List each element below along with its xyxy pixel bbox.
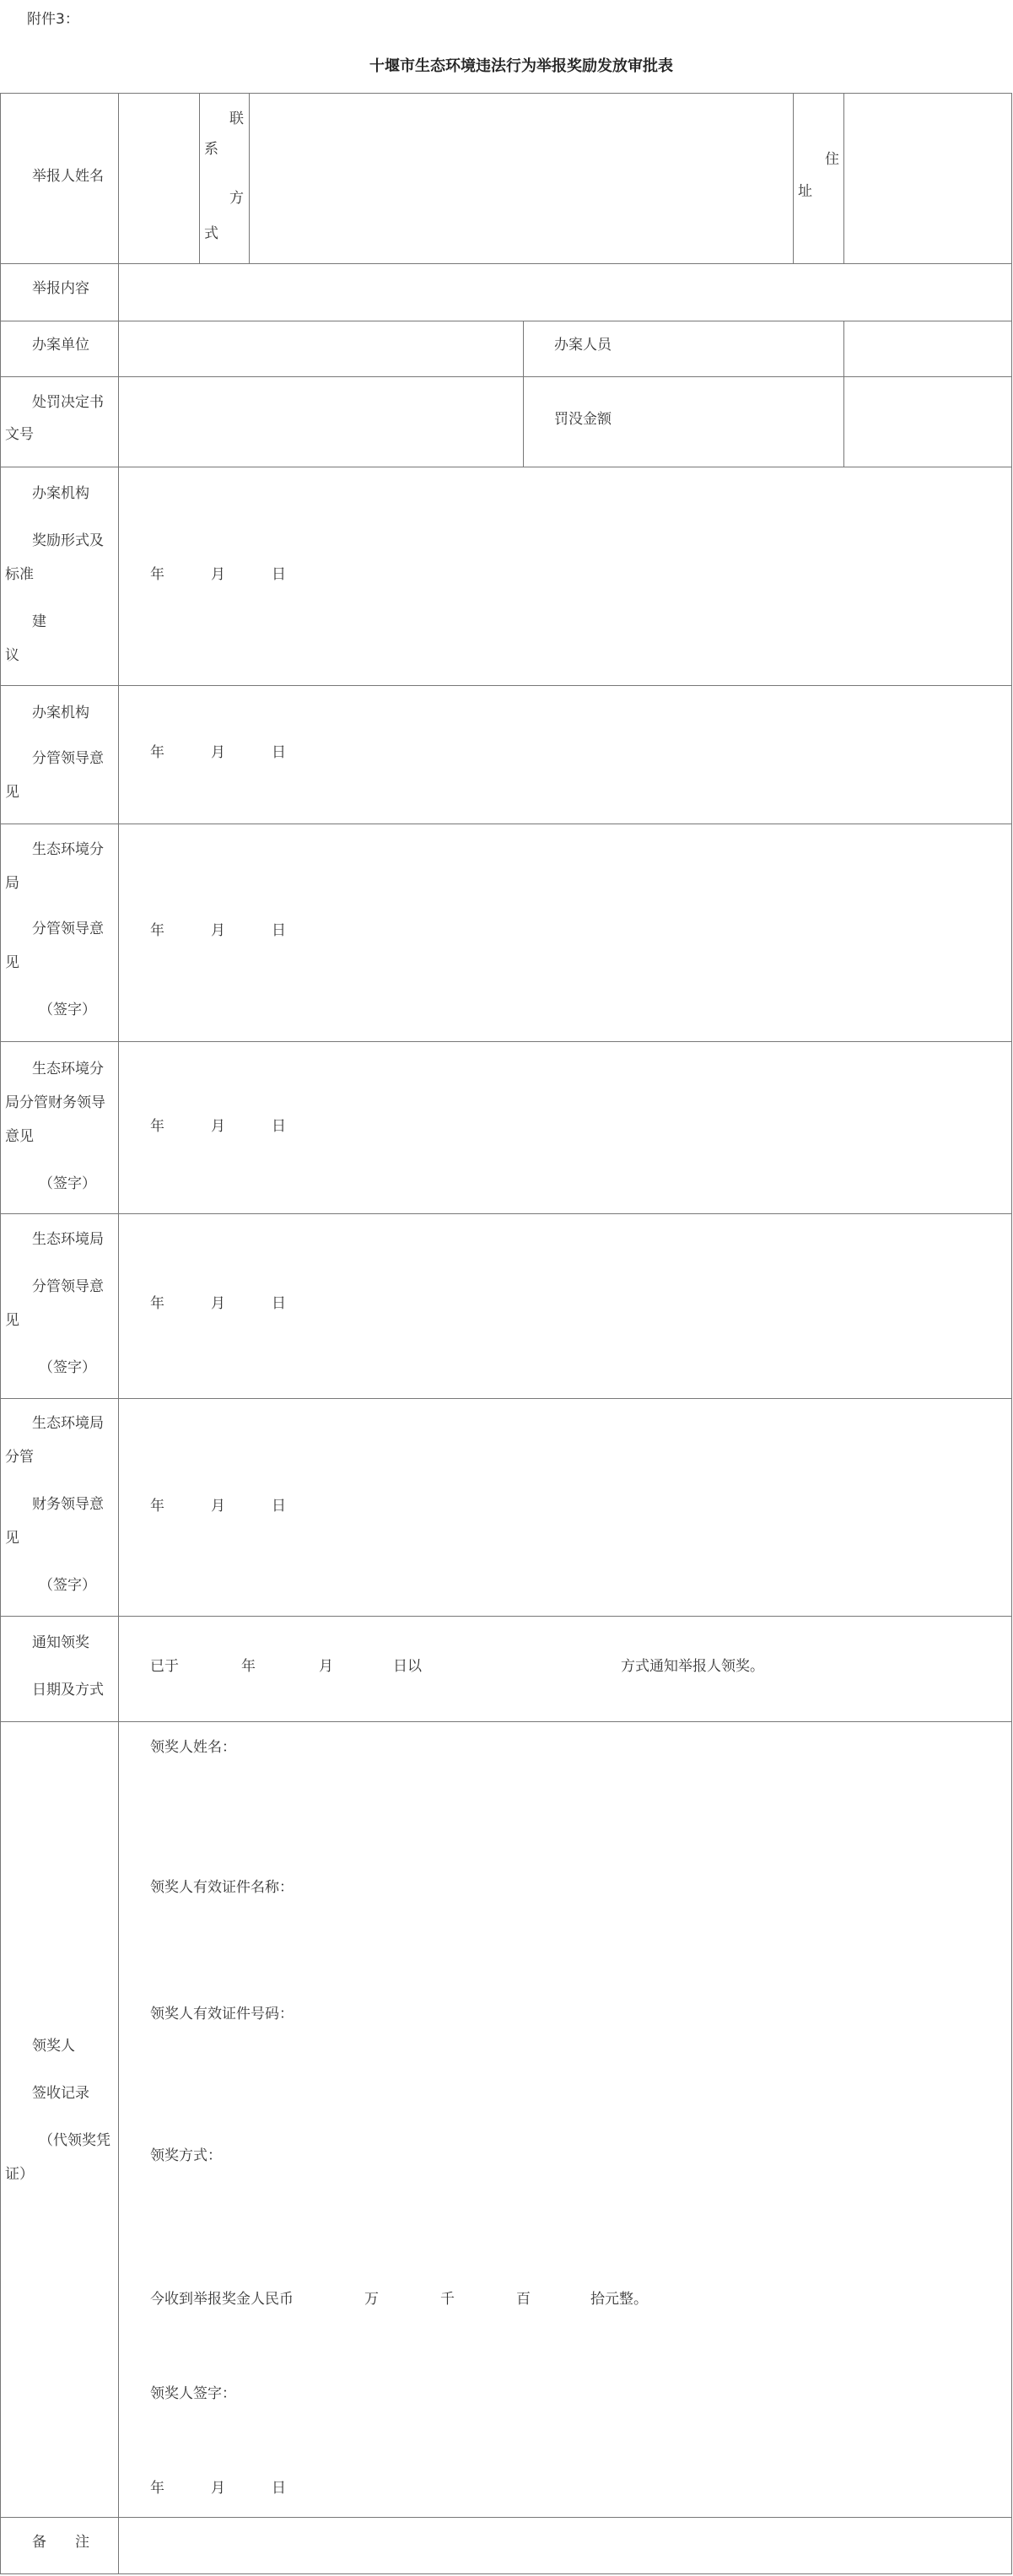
row-divider — [0, 1398, 1012, 1399]
row10-label-line: 财务领导意 — [32, 1496, 104, 1513]
remarks-field[interactable] — [119, 2518, 1010, 2573]
table-border-left — [0, 93, 1, 2574]
date-day: 日 — [272, 566, 286, 583]
row-divider — [0, 1041, 1012, 1042]
recipient-label-3: （代领奖凭 — [39, 2132, 110, 2149]
recipient-label-2: 签收记录 — [32, 2085, 89, 2102]
date-day: 日 — [272, 1498, 286, 1515]
date-year: 年 — [150, 1498, 164, 1515]
contact-label-char: 系 — [204, 141, 218, 158]
address-label-char: 住 — [825, 151, 839, 168]
attachment-label: 附件3： — [27, 11, 79, 28]
notice-label-2: 日期及方式 — [32, 1682, 104, 1698]
notice-label-1: 通知领奖 — [32, 1634, 89, 1651]
reporter-name-field[interactable] — [119, 94, 198, 262]
row5-label-line: 标准 — [5, 566, 34, 583]
handling-staff-field[interactable] — [844, 321, 1010, 375]
row5-label-line: 办案机构 — [32, 485, 89, 502]
fine-amount-field[interactable] — [844, 377, 1010, 466]
notice-suffix: 方式通知举报人领奖。 — [621, 1658, 764, 1675]
row5-label-line: 议 — [5, 647, 19, 664]
address-label-char: 址 — [798, 183, 812, 200]
amount-qian: 千 — [440, 2291, 455, 2308]
id-type-line: 领奖人有效证件名称： — [150, 1879, 294, 1896]
recipient-name-line: 领奖人姓名： — [150, 1739, 236, 1756]
date-month: 月 — [211, 1498, 225, 1515]
signature-label: （签字） — [39, 1002, 96, 1018]
reporter-name-label: 举报人姓名 — [32, 168, 104, 185]
amount-wan: 万 — [364, 2291, 379, 2308]
date-year: 年 — [150, 566, 164, 583]
row7-label-line: 局 — [5, 875, 19, 892]
method-line: 领奖方式： — [150, 2147, 222, 2164]
notice-day-by: 日以 — [393, 1658, 422, 1675]
row9-label-line: 分管领导意 — [32, 1278, 104, 1295]
cell-divider — [793, 93, 794, 263]
row5-label-line: 奖励形式及 — [32, 532, 104, 549]
handling-unit-label: 办案单位 — [32, 337, 89, 354]
row9-label-line: 生态环境局 — [32, 1231, 104, 1248]
date-month: 月 — [211, 566, 225, 583]
cell-divider — [199, 93, 200, 263]
date-month: 月 — [211, 744, 225, 761]
penalty-decision-label-2: 文号 — [5, 426, 34, 443]
row-divider — [0, 1721, 1012, 1722]
row5-label-line: 建 — [32, 613, 46, 630]
address-field[interactable] — [844, 94, 1010, 262]
row7-label-line: 分管领导意 — [32, 921, 104, 937]
date-month: 月 — [211, 2480, 225, 2497]
row10-label-line: 见 — [5, 1530, 19, 1547]
row8-label-line: 局分管财务领导 — [5, 1094, 105, 1111]
row7-label-line: 生态环境分 — [32, 841, 104, 858]
recipient-label-4: 证） — [5, 2166, 34, 2183]
date-year: 年 — [150, 1118, 164, 1135]
id-type-line-clipped — [150, 1875, 403, 1896]
fine-amount-label: 罚没金额 — [554, 411, 612, 428]
date-month: 月 — [211, 1118, 225, 1135]
row6-label-line: 办案机构 — [32, 705, 89, 721]
row10-label-line: 分管 — [5, 1449, 34, 1466]
signature-label: （签字） — [39, 1175, 96, 1192]
date-day: 日 — [272, 2480, 286, 2497]
notice-year: 年 — [241, 1658, 256, 1675]
table-border-bottom — [0, 2573, 1012, 2574]
penalty-decision-label: 处罚决定书 — [32, 394, 104, 411]
notice-prefix: 已于 — [150, 1658, 179, 1675]
received-prefix: 今收到举报奖金人民币 — [150, 2291, 294, 2308]
contact-label-char: 式 — [204, 225, 218, 242]
report-content-field[interactable] — [119, 264, 1010, 320]
row9-label-line: 见 — [5, 1312, 19, 1329]
date-day: 日 — [272, 744, 286, 761]
recipient-signature-line: 领奖人签字： — [150, 2385, 236, 2402]
id-number-line: 领奖人有效证件号码： — [150, 2006, 294, 2022]
date-day: 日 — [272, 922, 286, 939]
date-year: 年 — [150, 1295, 164, 1312]
date-day: 日 — [272, 1295, 286, 1312]
date-month: 月 — [211, 922, 225, 939]
table-border-right — [1011, 93, 1012, 2574]
notice-month: 月 — [319, 1658, 333, 1675]
form-title: 十堰市生态环境违法行为举报奖励发放审批表 — [369, 57, 673, 75]
row6-label-line: 分管领导意 — [32, 750, 104, 767]
amount-shi-suffix: 拾元整。 — [590, 2291, 648, 2308]
recipient-label-1: 领奖人 — [32, 2038, 75, 2055]
date-year: 年 — [150, 922, 164, 939]
handling-unit-field[interactable] — [119, 321, 522, 375]
contact-label-char: 方 — [229, 190, 244, 207]
row6-label-line: 见 — [5, 784, 19, 801]
row7-label-line: 见 — [5, 954, 19, 971]
contact-field[interactable] — [250, 94, 792, 262]
row-divider — [0, 685, 1012, 686]
date-year: 年 — [150, 2480, 164, 2497]
date-month: 月 — [211, 1295, 225, 1312]
date-day: 日 — [272, 1118, 286, 1135]
report-content-label: 举报内容 — [32, 280, 89, 297]
contact-label-char: 联 — [229, 111, 244, 127]
row8-label-line: 生态环境分 — [32, 1061, 104, 1077]
handling-staff-label: 办案人员 — [554, 337, 612, 354]
row8-label-line: 意见 — [5, 1128, 34, 1145]
penalty-decision-field[interactable] — [119, 377, 522, 466]
remarks-label: 备 注 — [32, 2534, 89, 2551]
row-divider — [0, 1616, 1012, 1617]
row10-label-line: 生态环境局 — [32, 1415, 104, 1432]
signature-label: （签字） — [39, 1359, 96, 1376]
date-year: 年 — [150, 744, 164, 761]
cell-divider — [523, 321, 524, 467]
row-divider — [0, 1213, 1012, 1214]
amount-bai: 百 — [516, 2291, 531, 2308]
signature-label: （签字） — [39, 1577, 96, 1594]
